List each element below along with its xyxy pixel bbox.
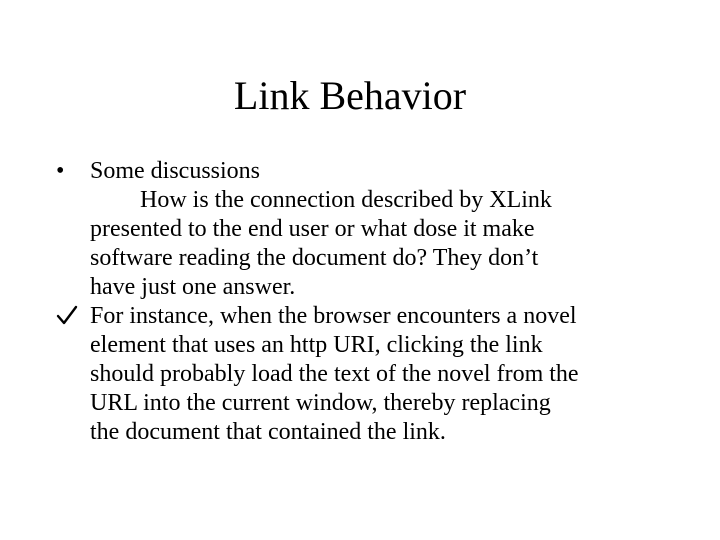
slide-body bbox=[56, 157, 700, 447]
check-item bbox=[60, 302, 700, 331]
paragraph-line: URL into the current window, thereby replacing bbox=[90, 390, 551, 416]
paragraph-line: the document that contained the link. bbox=[90, 419, 446, 445]
checkmark-icon bbox=[56, 305, 86, 325]
paragraph-line: presented to the end user or what dose it make bbox=[90, 216, 535, 242]
slide-title: Link Behavior bbox=[233, 73, 467, 118]
paragraph-line: should probably load the text of the novel from the bbox=[90, 361, 579, 387]
bullet-item bbox=[56, 157, 700, 186]
paragraph-line: For instance, when the browser encounters a novel bbox=[90, 303, 577, 329]
bullet-heading: Some discussions bbox=[90, 158, 261, 184]
paragraph-line: have just one answer. bbox=[90, 274, 296, 300]
paragraph-line: How is the connection described by XLink bbox=[140, 187, 552, 213]
paragraph-line: software reading the document do? They don’t bbox=[90, 245, 539, 271]
bullet-marker: • bbox=[56, 158, 65, 184]
paragraph-line: element that uses an http URI, clicking the link bbox=[90, 332, 543, 358]
